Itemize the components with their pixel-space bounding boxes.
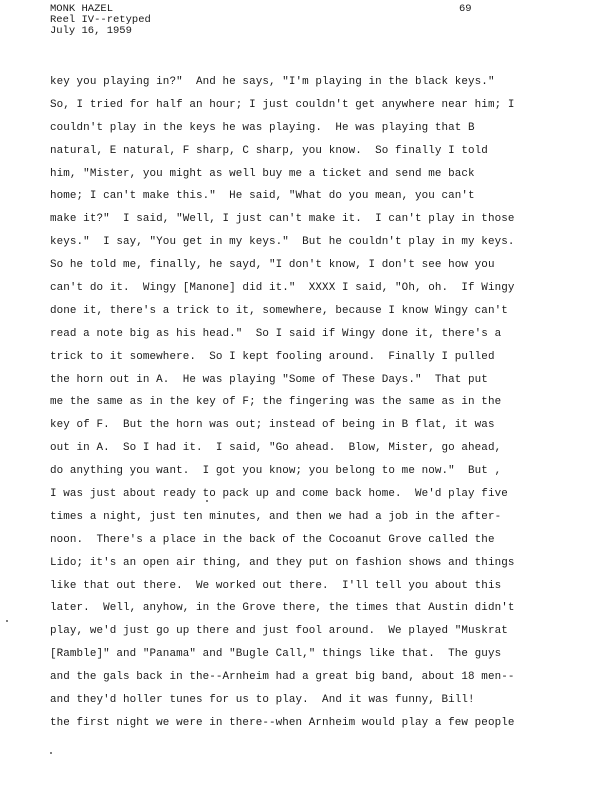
text-line: trick to it somewhere. So I kept fooling around. Finally I pulled bbox=[50, 350, 495, 363]
text-line: and the gals back in the--Arnheim had a great big band, about 18 men-- bbox=[50, 671, 515, 684]
text-line: keys." I say, "You get in my keys." But he couldn't play in my keys. bbox=[50, 236, 515, 249]
text-line: do anything you want. I got you know; you belong to me now." But , bbox=[50, 465, 502, 478]
header-name: MONK HAZEL bbox=[50, 3, 114, 15]
text-line: So he told me, finally, he sayd, "I don't know, I don't see how you bbox=[50, 259, 495, 272]
text-line: and they'd holler tunes for us to play. And it was funny, Bill! bbox=[50, 694, 475, 707]
text-line: the horn out in A. He was playing "Some of These Days." That put bbox=[50, 373, 488, 386]
text-line: read a note big as his head." So I said if Wingy done it, there's a bbox=[50, 327, 502, 340]
text-line: key you playing in?" And he says, "I'm playing in the black keys." bbox=[50, 76, 495, 88]
text-line: the first night we were in there--when Arnheim would play a few people bbox=[50, 716, 515, 729]
scan-speck bbox=[50, 752, 52, 754]
text-line: home; I can't make this." He said, "What do you mean, you can't bbox=[50, 190, 475, 203]
text-line: like that out there. We worked out there. I'll tell you about this bbox=[50, 579, 502, 592]
text-line: natural, E natural, F sharp, C sharp, you know. So finally I told bbox=[50, 144, 488, 157]
text-line: [Ramble]" and "Panama" and "Bugle Call," things like that. The guys bbox=[50, 648, 502, 661]
text-line: I was just about ready to pack up and come back home. We'd play five bbox=[50, 488, 508, 501]
scan-speck bbox=[6, 620, 8, 622]
text-line: him, "Mister, you might as well buy me a ticket and send me back bbox=[50, 167, 475, 180]
text-line: key of F. But the horn was out; instead of being in B flat, it was bbox=[50, 419, 495, 432]
transcript-body bbox=[50, 71, 580, 735]
text-line: noon. There's a place in the back of the Cocoanut Grove called the bbox=[50, 533, 495, 546]
text-line: can't do it. Wingy [Manone] did it." XXXX I said, "Oh, oh. If Wingy bbox=[50, 282, 515, 295]
page-number: 69 bbox=[459, 3, 472, 15]
text-line: later. Well, anyhow, in the Grove there, the times that Austin didn't bbox=[50, 602, 515, 615]
text-line: Lido; it's an open air thing, and they put on fashion shows and things bbox=[50, 556, 515, 569]
text-line: me the same as in the key of F; the fingering was the same as in the bbox=[50, 396, 502, 409]
text-line: So, I tried for half an hour; I just couldn't get anywhere near him; I bbox=[50, 98, 515, 111]
document-header bbox=[50, 4, 151, 37]
header-date: July 16, 1959 bbox=[50, 25, 132, 37]
text-line: out in A. So I had it. I said, "Go ahead. Blow, Mister, go ahead, bbox=[50, 442, 502, 455]
scan-speck bbox=[206, 500, 208, 502]
text-line: play, we'd just go up there and just fool around. We played "Muskrat bbox=[50, 625, 508, 638]
text-line: couldn't play in the keys he was playing. He was playing that B bbox=[50, 121, 475, 134]
text-line: done it, there's a trick to it, somewhere, because I know Wingy can't bbox=[50, 304, 508, 317]
text-line: times a night, just ten minutes, and then we had a job in the after- bbox=[50, 510, 502, 523]
text-line: make it?" I said, "Well, I just can't make it. I can't play in those bbox=[50, 213, 515, 226]
header-reel: Reel IV--retyped bbox=[50, 14, 151, 26]
